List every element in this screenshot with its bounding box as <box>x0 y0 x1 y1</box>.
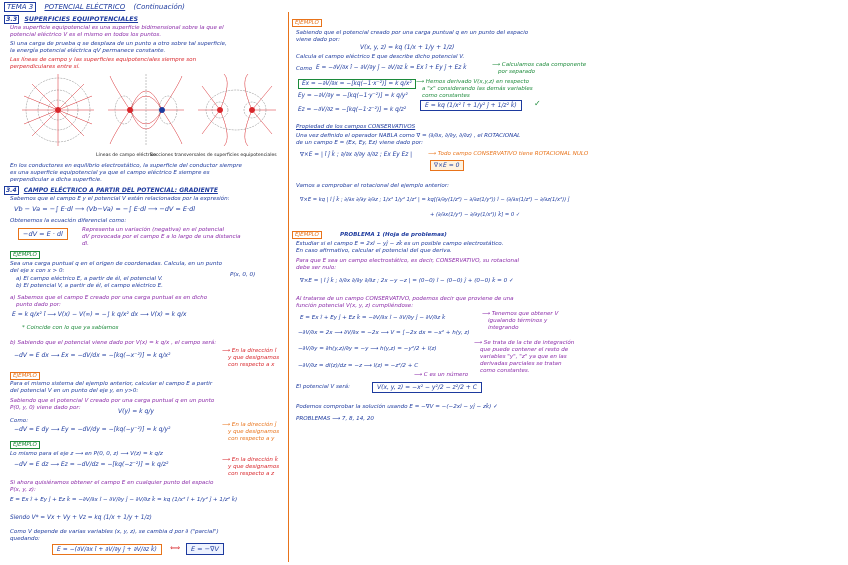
ex2-note-1: ⟶ En la dirección ĵ <box>222 422 277 428</box>
field-lines-figure <box>10 72 282 160</box>
ex1-note-b-3: con respecto a x <box>228 362 275 368</box>
figure-caption-lines: Líneas de campo eléctrico <box>96 153 157 158</box>
example-tag-1: EJEMPLO <box>10 251 40 259</box>
example-tag-5: EJEMPLO <box>292 231 322 239</box>
ex5-result-label: El potencial V será: <box>296 384 350 390</box>
ex2-note-3: con respecto a y <box>228 436 275 442</box>
rot-result: ∇×E = 0 <box>430 160 464 171</box>
ex4-check-icon: ✓ <box>534 99 541 108</box>
ex1-eq-b: −dV = E dx ⟶ Ex = −dV/dx = −[kq(−x⁻²)] = k q/x² <box>14 352 171 359</box>
ex2-eq: −dV = E dy ⟶ Ey = −dV/dy = −[kq(−y⁻²)] = k q/y² <box>14 426 171 433</box>
ex5-conservative-1: Para que E sea un campo electrostático, es decir, CONSERVATIVO, su rotacional <box>296 258 520 264</box>
para-perpendicular-2: perpendiculares entre sí. <box>10 64 80 70</box>
rot-note: ⟶ Todo campo CONSERVATIVO tiene ROTACIONAL NULO <box>428 151 589 157</box>
para-partial-2: quedando: <box>10 536 40 542</box>
ex5-eq-3: −∂V/∂y = ∂h(y,z)/∂y = −y ⟶ h(y,z) = −y²/2 + l(z) <box>298 346 437 352</box>
ex2-statement-1: Para el mismo sistema del ejemplo anterior, calcular el campo E a partir <box>10 381 213 387</box>
ex2-potential: V(y) = k q/y <box>118 408 154 415</box>
ex1-note-b-2: y que designamos <box>228 355 280 361</box>
ex5-eq-4: −∂V/∂z = dl(z)/dz = −z ⟶ l(z) = −z²/2 + C <box>298 363 419 369</box>
ex4-como: Como <box>296 66 313 72</box>
comp-eq-1: ∇×E = kq | î ĵ k̂ ; ∂/∂x ∂/∂y ∂/∂z ; 1/x² 1/y² 1/z² | = kq[(∂/∂y(1/z²) − ∂/∂z(1/y²)) î − (∂/∂x(1/z²) − ∂/∂z(1/x²)) ĵ <box>300 197 570 203</box>
eq-gradient-box: E = −∇V <box>186 543 224 555</box>
ex1-part-a: a) El campo eléctrico E, a partir de él, el potencial V. <box>16 276 163 282</box>
para-partial-1: Como V depende de varias variables (x, y, z), se cambia d por ∂ ("parcial") <box>10 529 219 535</box>
ex1-part-b: b) El potencial V, a partir de él, el campo eléctrico E. <box>16 283 163 289</box>
ex3-note-1: ⟶ En la dirección k̂ <box>222 457 278 463</box>
dipole-diagram <box>108 74 184 146</box>
para-equipotential-1: Una superficie equipotencial es una superficie bidimensional sobre la que el <box>10 25 224 31</box>
ex4-statement-2: viene dado por: <box>296 37 340 43</box>
eq-differential-box: −dV = E · dl <box>18 228 68 240</box>
ex5-note2-3: variables "y", "z" ya que en las <box>480 354 567 360</box>
ex5-note2-2: que puede contener el resto de <box>480 347 569 353</box>
eq-differential-note-3: dl. <box>82 241 89 247</box>
ex4-ask: Calcula el campo eléctrico E que describe dicho potencial V. <box>296 54 465 60</box>
eq-general-field: E = Ex î + Ey ĵ + Ez k̂ = −∂V/∂x î − ∂V/∂y ĵ − ∂V/∂z k̂ = kq (1/x² î + 1/y² ĵ + 1/z² k̂) <box>10 497 238 503</box>
para-equipotential-4: la energía potencial eléctrica qV permanece constante. <box>10 48 166 54</box>
ex3-eq: −dV = E dz ⟶ Ez = −dV/dz = −[kq(−z⁻²)] = k q/z² <box>14 461 169 468</box>
ex2-solution-2: P(0, y, 0) viene dado por: <box>10 405 81 411</box>
problems-list: PROBLEMAS ⟶ 7, 8, 14, 20 <box>296 416 374 422</box>
para-conductor-1: En los conductores en equilibrio electrostático, la superficie del conductor siempre <box>10 163 242 169</box>
example-tag-4: EJEMPLO <box>292 19 322 27</box>
ex5-result: V(x, y, z) = −x² − y²/2 − z²/2 + C <box>372 382 482 393</box>
ex4-note1-1: ⟶ Calculamos cada componente <box>492 62 587 68</box>
section-3-4-heading <box>4 187 218 194</box>
ex5-note1-1: ⟶ Tenemos que obtener V <box>482 311 559 317</box>
ex1-note-a: * Coincide con lo que ya sabíamos <box>22 325 119 331</box>
example-tag-2: EJEMPLO <box>10 372 40 380</box>
ex5-eq-2: −∂V/∂x = 2x ⟶ ∂V/∂x = −2x ⟶ V = ∫−2x dx = −x² + h(y, z) <box>298 330 470 336</box>
eq-differential-note-2: dV provocada por el campo E a lo largo de una distancia <box>82 234 241 240</box>
ex5-potential-2: función potencial V(x, y, z) cumpliéndose: <box>296 303 414 309</box>
para-general-1: Si ahora quisiéramos obtener el campo E en cualquier punto del espacio <box>10 480 214 486</box>
section-3-3-heading <box>4 16 138 23</box>
positive-charge-icon <box>55 107 61 113</box>
para-conductor-2: es una superficie equipotencial ya que el campo eléctrico E siempre es <box>10 170 210 176</box>
charge-a-icon <box>217 107 223 113</box>
header-title: POTENCIAL ELÉCTRICO <box>44 3 126 11</box>
column-divider <box>288 12 289 562</box>
ex5-statement-2: En caso afirmativo, calcular el potencial del que deriva. <box>296 248 452 254</box>
ex5-title: PROBLEMA 1 (Hoja de problemas) <box>340 232 447 238</box>
section-3-3-title: SUPERFICIES EQUIPOTENCIALES <box>24 16 139 23</box>
para-differential: Obtenemos la ecuación diferencial como: <box>10 218 127 224</box>
ex1-statement-2: del eje x con x > 0: <box>10 268 65 274</box>
eq-equivalence-arrow: ⟺ <box>170 544 181 552</box>
ex4-note1-2: por separado <box>498 69 536 75</box>
header-subtitle: (Continuación) <box>133 3 185 11</box>
para-conductor-3: perpendicular a dicha superficie. <box>10 177 102 183</box>
ex4-result: E = kq (1/x² î + 1/y² ĵ + 1/z² k̂) <box>420 100 522 111</box>
ex1-point: P(x, 0, 0) <box>230 272 256 278</box>
ex5-note1-2: igualando términos y <box>488 318 548 324</box>
ex4-field: E = −∂V/∂x î − ∂V/∂y ĵ − ∂V/∂z k̂ = Ex î + Ey ĵ + Ez k̂ <box>316 65 467 71</box>
eq-total-potential: Siendo V* = Vx + Vy + Vz = kq (1/x + 1/y + 1/z) <box>10 515 152 521</box>
ex5-note2-4: derivadas parciales se tratan <box>480 361 562 367</box>
ex4-note2-1: ⟶ Hemos derivado V(x,y,z) en respecto <box>416 79 530 85</box>
ex5-rot: ∇×E = | î ĵ k̂ ; ∂/∂x ∂/∂y ∂/∂z ; 2x −y −z | = (0−0) î − (0−0) ĵ + (0−0) k̂ = 0 ✓ <box>300 278 514 284</box>
ex1-solution-a-2: punto dado por: <box>16 302 61 308</box>
para-equipotential-3: Si una carga de prueba q se desplaza de un punto a otro sobre tal superficie, <box>10 41 227 47</box>
figure-caption-sections: Secciones transversales de superficies equipotenciales <box>150 153 277 158</box>
ex5-conservative-2: debe ser nulo: <box>296 265 337 271</box>
ex2-note-2: y que designamos <box>228 429 280 435</box>
tema-label: TEMA 3 <box>4 2 36 12</box>
ex3-note-3: con respecto a z <box>228 471 275 477</box>
eq-integral: Vb − Va = −∫ E·dl ⟶ (Vb−Va) = −∫ E·dl ⟶ −dV = E·dl <box>14 205 196 213</box>
ex2-solution-1: Sabiendo que el potencial V creado por una carga puntual q en un punto <box>10 398 215 404</box>
prop-text-2: de un campo E = (Ex, Ey, Ez) viene dado por: <box>296 140 424 146</box>
prop-text-1: Una vez definido el operador NABLA como ∇ = (∂/∂x, ∂/∂y, ∂/∂z) , el ROTACIONAL <box>296 133 521 139</box>
ex5-note1-3: integrando <box>488 325 519 331</box>
ex5-note3: ⟶ C es un número <box>414 372 469 378</box>
rot-definition: ∇×E = | î ĵ k̂ ; ∂/∂x ∂/∂y ∂/∂z ; Ex Ey Ez | <box>300 152 413 158</box>
dipole-negative-icon <box>159 107 165 113</box>
charge-b-icon <box>249 107 255 113</box>
ex5-note2-5: como constantes. <box>480 368 530 374</box>
ex4-note2-2: a "x" considerando las demás variables <box>422 86 533 92</box>
ex4-ex: Ex = −∂V/∂x = −[kq(−1·x⁻²)] = k q/x² <box>298 79 416 89</box>
ex5-statement-1: Estudiar si el campo E = 2xî − yĵ − zk̂ es un posible campo electrostático. <box>296 241 504 247</box>
ex3-note-2: y que designamos <box>228 464 280 470</box>
ex4-ez: Ez = −∂V/∂z = −[kq(−1·z⁻²)] = k q/z² <box>298 107 407 113</box>
ex5-note2-1: ⟶ Se trata de la cte de integración <box>474 340 575 346</box>
ex5-eq-1: E = Ex î + Ey ĵ + Ez k̂ = −∂V/∂x î − ∂V/∂y ĵ − ∂V/∂z k̂ <box>300 315 446 321</box>
ex1-solution-a-1: a) Sabemos que el campo E creado por una carga puntual es en dicho <box>10 295 208 301</box>
section-3-3-number: 3.3 <box>6 16 18 23</box>
ex4-note2-3: como constantes <box>422 93 470 99</box>
ex1-statement-1: Sea una carga puntual q en el origen de coordenadas. Calcula, en un punto <box>10 261 222 267</box>
prop-heading: Propiedad de los campos CONSERVATIVOS <box>296 124 416 130</box>
two-positive-charges-diagram <box>198 74 276 146</box>
header <box>4 3 185 11</box>
ex1-solution-b: b) Sabiendo que el potencial viene dado por V(x) = k q/x , el campo será: <box>10 340 217 346</box>
ex2-como: Como: <box>10 418 29 424</box>
example-tag-3: EJEMPLO <box>10 441 40 449</box>
section-3-4-title: CAMPO ELÉCTRICO A PARTIR DEL POTENCIAL: GRADIENTE <box>23 187 218 194</box>
ex2-statement-2: del potencial V en un punto del eje y, en y>0: <box>10 388 139 394</box>
eq-gradient-expanded: E = −(∂V/∂x î + ∂V/∂y ĵ + ∂V/∂z k̂) <box>52 544 162 555</box>
ex1-eq-a: E = k q/x² î ⟶ V(x) − V(∞) = −∫ k q/x² dx ⟶ V(x) = k q/x <box>12 311 187 318</box>
ex3-statement: Lo mismo para el eje z ⟶ en P(0, 0, z) ⟶ V(z) = k q/z <box>10 451 163 457</box>
comp-eq-2: + (∂/∂x(1/y²) − ∂/∂y(1/x²)) k̂] = 0 ✓ <box>430 212 521 218</box>
para-equipotential-2: potencial eléctrico V es el mismo en todos los puntos. <box>10 32 162 38</box>
ex4-potential: V(x, y, z) = kq (1/x + 1/y + 1/z) <box>360 44 455 51</box>
para-relation: Sabemos que el campo E y el potencial V están relacionados por la expresión: <box>10 196 230 202</box>
para-general-2: P(x, y, z): <box>10 487 36 493</box>
section-3-4-number: 3.4 <box>6 187 17 194</box>
ex4-ey: Ey = −∂V/∂y = −[kq(−1·y⁻²)] = k q/y² <box>298 93 408 99</box>
ex5-check: Podemos comprobar la solución usando E = −∇V = −(−2xî − yĵ − zk̂) ✓ <box>296 404 498 410</box>
comp-text: Vamos a comprobar el rotacional del ejemplo anterior: <box>296 183 450 189</box>
ex1-note-b-1: ⟶ En la dirección î <box>222 348 277 354</box>
ex4-statement-1: Sabiendo que el potencial creado por una carga puntual q en un punto del espacio <box>296 30 529 36</box>
eq-differential-note-1: Representa un variación (negativa) en el potencial <box>82 227 225 233</box>
dipole-positive-icon <box>127 107 133 113</box>
ex5-potential-1: Al tratarse de un campo CONSERVATIVO, podemos decir que proviene de una <box>296 296 514 302</box>
para-perpendicular-1: Las líneas de campo y las superficies equipotenciales siempre son <box>10 57 197 63</box>
